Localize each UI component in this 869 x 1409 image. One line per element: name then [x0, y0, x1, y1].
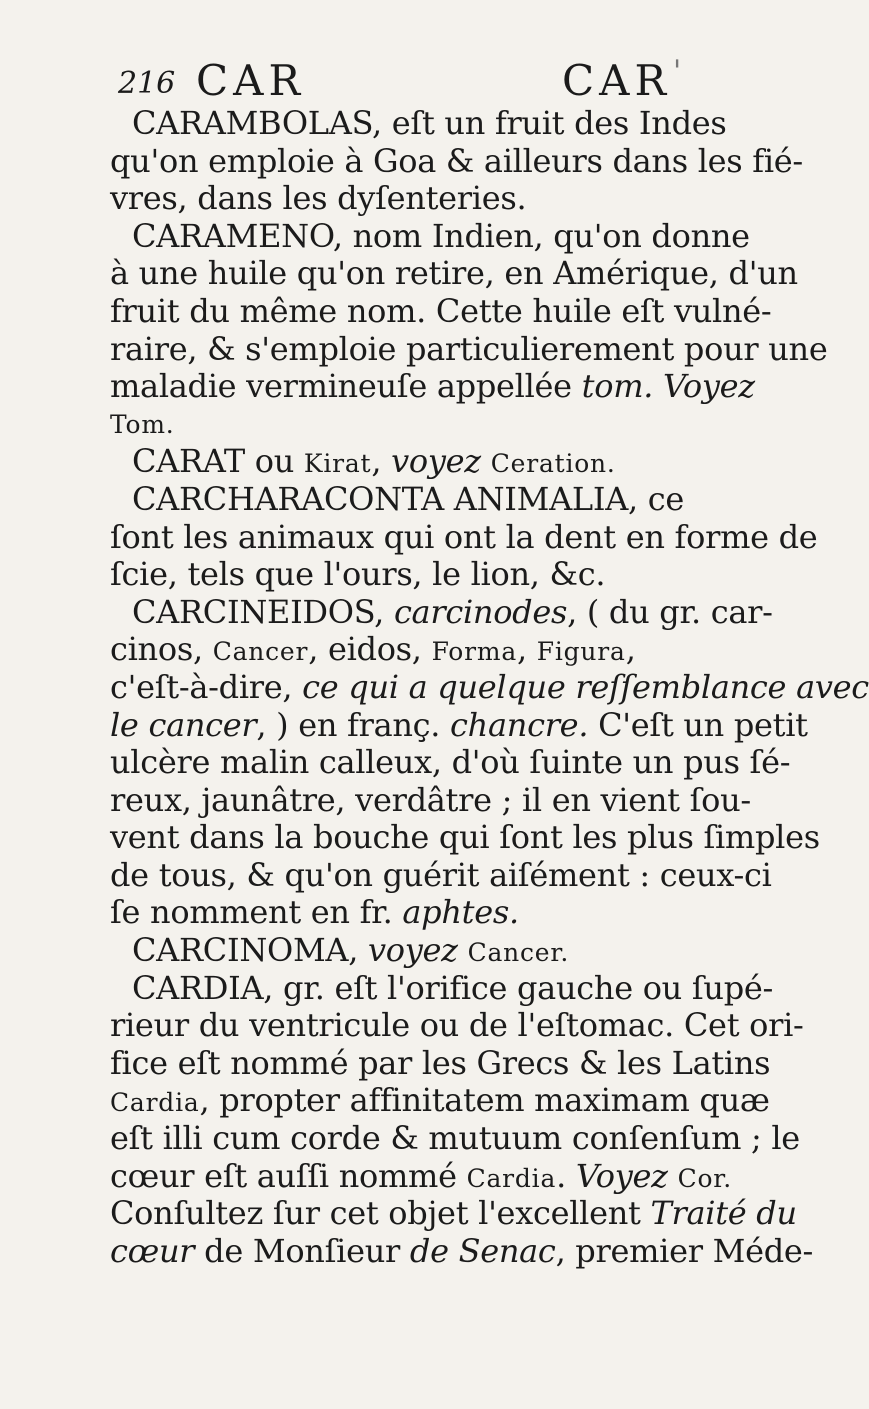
smallcaps-run: Ceration.: [490, 449, 616, 479]
text-run: , eidos,: [308, 630, 432, 669]
text-line: vent dans la bouche qui ſont les plus ſimples: [110, 818, 820, 857]
italic-run: carcinodes: [393, 592, 568, 631]
text-run: cinos,: [110, 630, 213, 669]
text-run: c'eſt-à-dire,: [110, 667, 303, 706]
text-line: raire, & s'emploie particulierement pour une: [110, 329, 828, 368]
smallcaps-run: Kirat: [303, 449, 372, 479]
text-line: ſont les animaux qui ont la dent en forme de: [110, 517, 818, 556]
italic-run: Voyez: [575, 1156, 668, 1195]
text-line: [110, 705, 808, 745]
text-line: ulcère malin calleux, d'où ſuinte un pus ſé-: [110, 743, 791, 782]
italic-run: aphtes.: [402, 893, 519, 932]
italic-run: voyez: [391, 442, 481, 481]
text-run: ,: [371, 442, 392, 481]
text-run: [653, 367, 663, 405]
text-line: [110, 932, 760, 970]
text-run: , ( du gr. car-: [567, 592, 773, 631]
text-run: , propter affinitatem maximam quæ: [199, 1081, 770, 1120]
header-right-word: CAR: [562, 56, 672, 105]
text-run: [458, 931, 468, 969]
italic-run: Voyez: [663, 367, 755, 406]
italic-run: voyez: [367, 931, 458, 970]
text-line: [110, 1194, 797, 1233]
text-run: C'eſt un petit: [588, 705, 808, 744]
header-mark: ': [673, 54, 682, 89]
text-run: ſe nomment en fr.: [110, 893, 403, 932]
text-line: [110, 894, 760, 932]
dictionary-text: [110, 104, 869, 1270]
text-line: ſcie, tels que l'ours, le lion, &c.: [110, 555, 606, 594]
text-line: [110, 1231, 814, 1271]
italic-run: le cancer: [110, 705, 257, 744]
text-line: vres, dans les dyſenteries.: [110, 179, 527, 218]
smallcaps-run: Forma: [431, 637, 518, 667]
text-run: cœur eſt auſſi nommé: [110, 1156, 467, 1195]
italic-run: tom.: [581, 367, 654, 406]
text-line: [110, 631, 760, 669]
text-run: CARAT ou: [132, 442, 304, 481]
text-run: , premier Méde-: [555, 1231, 814, 1270]
smallcaps-run: Cancer: [212, 637, 309, 667]
text-line: [110, 1081, 770, 1120]
text-run: maladie vermineuſe appellée: [110, 367, 582, 406]
text-line: [110, 592, 773, 632]
text-run: Conſultez ſur cet objet l'excellent: [110, 1194, 651, 1233]
text-line: rieur du ventricule ou de l'eſtomac. Cet ori-: [110, 1006, 804, 1045]
text-line: fice eſt nommé par les Grecs & les Latins: [110, 1043, 771, 1082]
text-line: CARAMENO, nom Indien, qu'on donne: [132, 216, 750, 255]
text-run: CARCINOMA,: [132, 931, 368, 970]
text-line: reux, jaunâtre, verdâtre ; il en vient ſou-: [110, 780, 751, 819]
smallcaps-run: Cor.: [677, 1163, 733, 1193]
text-run: ,: [517, 630, 537, 669]
italic-run: de Senac: [409, 1231, 556, 1270]
text-line: CARAMBOLAS, eſt un fruit des Indes: [132, 104, 727, 142]
smallcaps-run: Cancer.: [467, 938, 570, 968]
text-run: [668, 1157, 678, 1195]
italic-run: chancre.: [450, 705, 589, 744]
text-line: [110, 368, 760, 406]
text-line: eſt illi cum corde & mutuum conſenſum ; le: [110, 1119, 800, 1158]
text-line: CARCHARACONTA ANIMALIA, ce: [132, 479, 685, 518]
text-run: , ) en franç.: [256, 705, 451, 744]
text-line: [110, 443, 760, 481]
text-line: Tom.: [110, 409, 175, 439]
text-run: ,: [625, 630, 636, 669]
text-line: [110, 667, 869, 707]
italic-run: cœur: [110, 1231, 195, 1270]
text-run: .: [556, 1156, 576, 1195]
text-line: qu'on emploie à Goa & ailleurs dans les fié-: [110, 141, 803, 180]
italic-run: ce qui a quelque reſſemblance avec: [302, 667, 869, 706]
text-run: [481, 442, 491, 480]
smallcaps-run: Cardia: [110, 1088, 200, 1118]
text-line: de tous, & qu'on guérit aiſément : ceux-ci: [110, 855, 772, 894]
text-line: CARDIA, gr. eſt l'orifice gauche ou ſupé-: [132, 968, 774, 1007]
italic-run: Traité du: [650, 1194, 797, 1233]
running-header: [118, 52, 682, 105]
text-line: [110, 1158, 760, 1196]
text-line: à une huile qu'on retire, en Amérique, d'un: [110, 254, 798, 293]
text-run: CARCINEIDOS,: [132, 592, 394, 631]
smallcaps-run: Cardia: [466, 1163, 557, 1193]
text-line: fruit du même nom. Cette huile eſt vulné-: [110, 291, 772, 330]
text-run: de Monſieur: [194, 1231, 410, 1270]
page-number: 216: [118, 66, 176, 101]
header-left-word: CAR: [196, 56, 306, 105]
smallcaps-run: Figura: [536, 637, 626, 667]
